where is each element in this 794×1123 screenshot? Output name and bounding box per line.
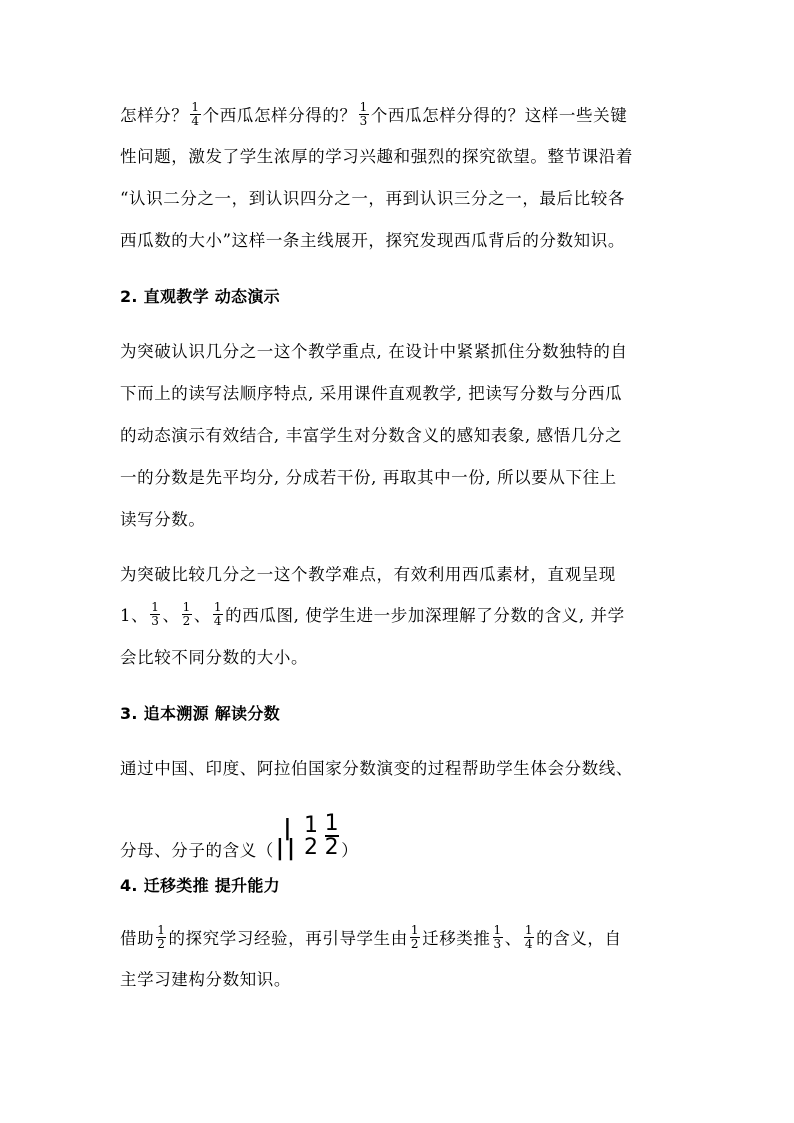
fraction-denominator: 4 — [524, 937, 534, 951]
historical-fraction-notation — [276, 813, 339, 859]
fraction-one-third — [493, 924, 503, 951]
paragraph-1-line-1 — [120, 100, 680, 130]
fraction-denominator: 3 — [359, 114, 368, 128]
rod-numerator: | — [283, 816, 291, 841]
fraction-numerator: 1 — [151, 600, 160, 614]
fraction-one-quarter — [213, 601, 223, 628]
text-segment: 个西瓜怎样分得的？这样一些关键 — [370, 106, 628, 125]
fraction-denominator: 2 — [303, 835, 319, 860]
paragraph-3-line-1: 为突破比较几分之一这个教学难点，有效利用西瓜素材，直观呈现 — [120, 565, 616, 584]
paragraph-1-line-2: 性问题，激发了学生浓厚的学习兴趣和强烈的探究欲望。整节课沿着 — [120, 147, 633, 166]
rod-denominator: || — [275, 836, 298, 861]
fraction-numerator: 1 — [524, 923, 534, 937]
arabic-fraction-notation — [325, 813, 340, 859]
text-segment: 的西瓜图, 使学生进一步加深理解了分数的含义, 并学 — [225, 606, 625, 625]
text-segment: 、 — [193, 606, 211, 625]
fraction-denominator: 2 — [157, 937, 166, 951]
fraction-numerator: 1 — [303, 813, 319, 838]
text-segment: 迁移类推 — [422, 929, 491, 948]
text-segment: 的含义，自 — [536, 929, 622, 948]
text-segment: 的探究学习经验，再引导学生由 — [168, 929, 408, 948]
fraction-numerator: 1 — [157, 923, 166, 937]
paragraph-5-line-2: 主学习建构分数知识。 — [120, 970, 291, 989]
fraction-one-third — [359, 101, 369, 128]
paragraph-1-line-3: “认识二分之一，到认识四分之一，再到认识三分之一，最后比较各 — [120, 189, 625, 208]
text-segment: 、 — [504, 929, 522, 948]
fraction-numerator: 1 — [324, 811, 340, 836]
paragraph-3-line-3: 会比较不同分数的大小。 — [120, 648, 309, 667]
text-segment: 分母、分子的含义（ — [120, 841, 274, 860]
indian-fraction-notation — [304, 815, 319, 859]
fraction-one-quarter — [190, 101, 200, 128]
fraction-one-half — [156, 924, 166, 951]
text-segment: 借助 — [120, 929, 155, 948]
fraction-numerator: 1 — [213, 600, 223, 614]
text-segment: 1、 — [120, 606, 149, 625]
paragraph-2-line-4: 一的分数是先平均分, 分成若干份, 再取其中一份, 所以要从下往上 — [120, 468, 617, 487]
fraction-numerator: 1 — [493, 923, 502, 937]
fraction-denominator: 2 — [324, 835, 340, 860]
section-heading-3: 3. 追本溯源 解读分数 — [120, 704, 280, 723]
paragraph-3-line-2 — [120, 600, 680, 630]
paragraph-2-line-3: 的动态演示有效结合, 丰富学生对分数含义的感知表象, 感悟几分之 — [120, 426, 623, 445]
fraction-denominator: 4 — [213, 614, 223, 628]
paragraph-2-line-5: 读写分数。 — [120, 510, 206, 529]
paragraph-2-line-2: 下而上的读写法顺序特点, 采用课件直观教学, 把读写分数与分西瓜 — [120, 384, 623, 403]
fraction-numerator: 1 — [182, 600, 191, 614]
fraction-numerator: 1 — [359, 100, 368, 114]
fraction-denominator: 3 — [151, 614, 160, 628]
paragraph-4-line-2 — [120, 811, 680, 863]
fraction-one-quarter — [524, 924, 534, 951]
text-segment: 个西瓜怎样分得的？ — [202, 106, 357, 125]
fraction-one-third — [150, 601, 160, 628]
fraction-one-half — [182, 601, 192, 628]
fraction-numerator: 1 — [410, 923, 420, 937]
section-heading-2: 2. 直观教学 动态演示 — [120, 287, 280, 306]
paragraph-2-line-1: 为突破认识几分之一这个教学重点, 在设计中紧紧抓住分数独特的自 — [120, 342, 628, 361]
fraction-denominator: 2 — [182, 614, 191, 628]
fraction-one-half — [410, 924, 420, 951]
fraction-denominator: 3 — [493, 937, 502, 951]
fraction-numerator: 1 — [191, 100, 200, 114]
text-segment: 、 — [162, 606, 180, 625]
paragraph-1-line-4: 西瓜数的大小”这样一条主线展开，探究发现西瓜背后的分数知识。 — [120, 231, 625, 250]
text-segment: 怎样分？ — [120, 106, 189, 125]
chinese-rod-numeral-fraction — [275, 816, 298, 861]
fraction-denominator: 2 — [410, 937, 420, 951]
paragraph-5-line-1 — [120, 923, 680, 953]
fraction-denominator: 4 — [191, 114, 200, 128]
section-heading-4: 4. 迁移类推 提升能力 — [120, 876, 280, 895]
paragraph-4-line-1: 通过中国、印度、阿拉伯国家分数演变的过程帮助学生体会分数线、 — [120, 759, 633, 778]
text-segment: ） — [341, 841, 359, 860]
